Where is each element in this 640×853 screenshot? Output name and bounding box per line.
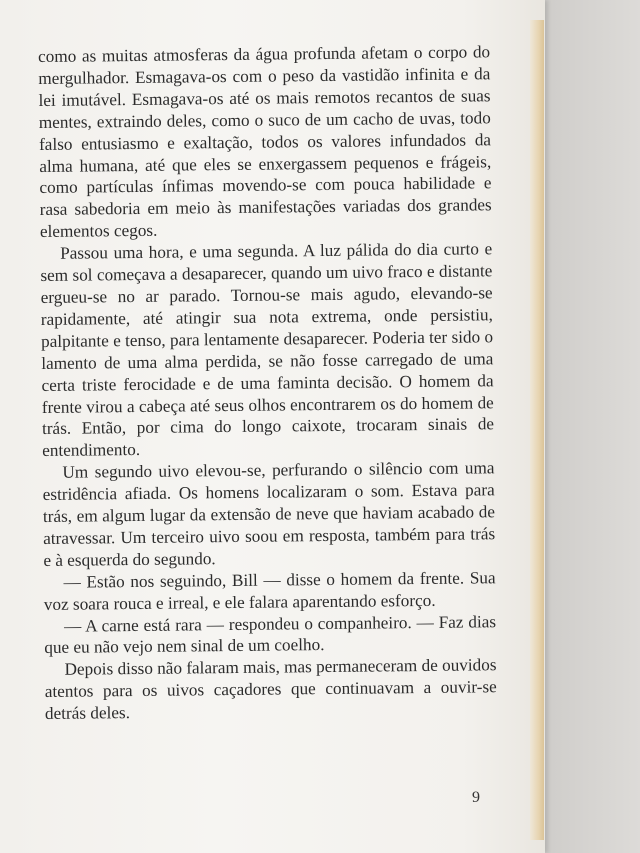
paragraph-3: Um segundo uivo elevou-se, perfurando o silêncio com uma estridência afiada. Os homens localizaram o som. Estava para trás, em algum lugar da extensão de neve que haviam acabado de atravessar. Um terceiro uivo soou em resposta, também para trás e à esquerda do segundo. bbox=[42, 458, 496, 570]
background-surface bbox=[545, 0, 640, 853]
paragraph-6: Depois disso não falaram mais, mas permaneceram de ouvidos atentos para os uivos caçadores que continuavam a ouvir-se detrás deles. bbox=[44, 655, 497, 724]
paragraph-2: Passou uma hora, e uma segunda. A luz pálida do dia curto e sem sol começava a desaparecer, quando um uivo fraco e distante ergueu-se no ar parado. Tornou-se mais agudo, elevando-se rapidamente, até atingir sua nota extrema, onde persistiu, palpitante e tenso, para lentamente desaparecer. Poderia ter sido o lamento de uma alma perdida, se não fosse carregado de uma certa triste ferocidade e de uma faminta decisão. O homem da frente virou a cabeça até seus olhos encontrarem os do homem de trás. Então, por cima do longo caixote, trocaram sinais de entendimento. bbox=[40, 239, 495, 461]
paragraph-5: — A carne está rara — respondeu o companheiro. — Faz dias que eu não vejo nem sinal de um coelho. bbox=[44, 611, 497, 658]
paragraph-4: — Estão nos seguindo, Bill — disse o homem da frente. Sua voz soara rouca e irreal, e ele falara aparentando esforço. bbox=[43, 567, 496, 614]
page-edge bbox=[530, 20, 544, 840]
page-body-text bbox=[38, 41, 497, 725]
paragraph-1: como as muitas atmosferas da água profunda afetam o corpo do mergulhador. Esmagava-os com o peso da vastidão infinita e da lei imutável. Esmagava-os até os mais remotos recantos de suas mentes, extraindo deles, como o suco de um cacho de uvas, todo falso entusiasmo e exaltação, todos os valores infundados da alma humana, até que eles se enxergassem pequenos e frágeis, como partículas ínfimas movendo-se com pouca habilidade e rasa sabedoria em meio às manifestações variadas dos grandes elementos cegos. bbox=[38, 42, 492, 242]
page-number: 9 bbox=[472, 789, 480, 806]
